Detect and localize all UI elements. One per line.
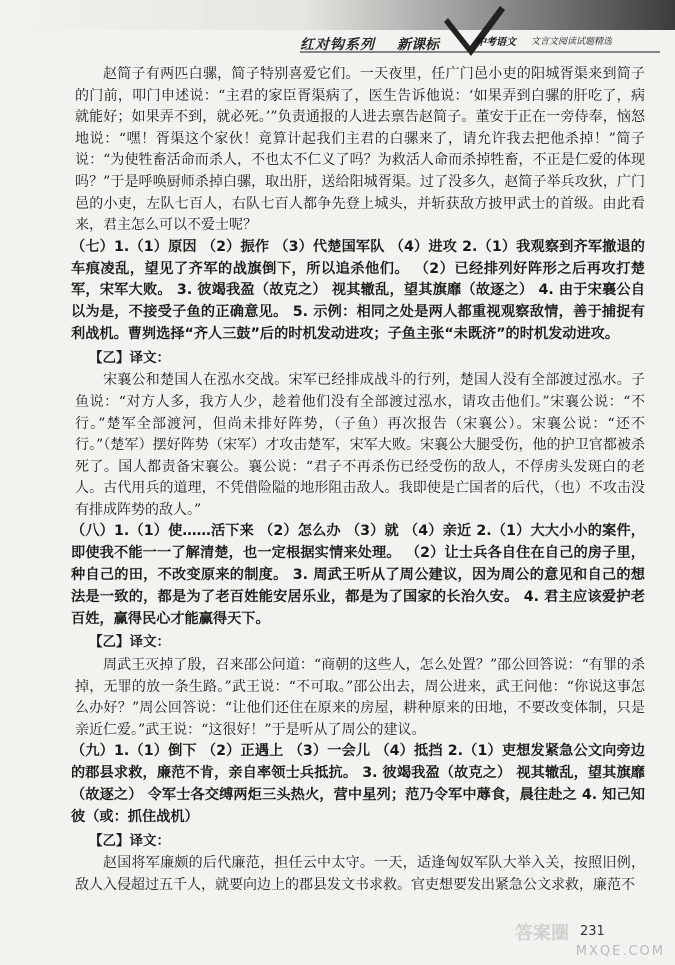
header-subtitle: 文言文阅读试题精选	[531, 37, 613, 47]
translation-paragraph: 宋襄公和楚国人在泓水交战。宋军已经排成战斗的行列，楚国人没有全部渡过泓水。子鱼说：“对方人多，我方人少，趁着他们没有全部渡过泓水，请攻击他们。”宋襄公说：“不行。”楚军全部渡河，但尚未排好阵势，（子鱼）再次报告（宋襄公）。宋襄公说：“还不行。”（楚军）摆好阵势（宋军）才攻击楚军，宋军大败。宋襄公大腿受伤，他的护卫官都被杀死了。国人都责备宋襄公。襄公说：“君子不再杀伤已经受伤的敌人，不俘虏头发斑白的老人。古代用兵的道理，不凭借险隘的地形阻击敌人。我即使是亡国者的后代，（也）不攻击没有排成阵势的敌人。”	[75, 372, 645, 518]
translation-paragraph: 赵简子有两匹白骡，简子特别喜爱它们。一天夜里，任广门邑小吏的阳城胥渠来到简子的门前，叩门申述说：“主君的家臣胥渠病了，医生告诉他说：‘如果弄到白骡的肝吃了，病就能好；如果弄不到，就必死。’”负责通报的人进去禀告赵简子。董安于正在一旁侍奉，恼怒地说：“嘿！胥渠这个家伙！竟算计起我们主君的白骡来了，请允许我去把他杀掉！”简子说：“为使牲畜活命而杀人，不也太不仁义了吗？为救活人命而杀掉牲畜，不正是仁爱的体现吗？”于是呼唤厨师杀掉白骡，取出肝，送给阳城胥渠。过了没多久，赵简子举兵攻狄，广门邑的小吏，左队七百人，右队七百人都争先登上城头，并斩获敌方披甲武士的首级。由此看来，君主怎么可以不爱士呢？	[75, 66, 645, 234]
section-label: 【乙】译文：	[89, 634, 170, 651]
watermark-logo	[510, 921, 660, 943]
section-label: 【乙】译文：	[89, 832, 170, 849]
answer-block-9: （九）1.（1）倒下 （2）正遇上 （3）一会儿 （4）抵挡 2.（1）吏想发紧急公文向旁边的郡县求救，廉范不肯，亲自率领士兵抵抗。 3. 彼竭我盈（故克之） 视其辙乱，望其旗靡（故逐之） 令军士各交缚两炬三头热火，营中星列；范乃令军中蓐食，晨往赴之 4. 知己知彼（或：抓住战机）	[71, 743, 645, 825]
translation-paragraph: 周武王灭掉了殷，召来邵公问道：“商朝的这些人，怎么处置？”邵公回答说：“有罪的杀掉，无罪的放一条生路。”武王说：“不可取。”邵公出去，周公进来，武王问他：“你说这事怎么办好？”周公回答说：“让他们还住在原来的房屋，耕种原来的田地，不要改变体制，只是亲近仁爱。”武王说：“这很好！”于是听从了周公的建议。	[75, 657, 645, 738]
answer-block-7: （七）1.（1）原因 （2）振作 （3）代楚国军队 （4）进攻 2.（1）我观察到齐军撤退的车痕凌乱，望见了齐军的战旗倒下，所以追杀他们。 （2）已经排列好阵形之后再攻打楚军，宋军大败。 3. 彼竭我盈（故克之） 视其辙乱，望其旗靡（故逐之） 4. 由于宋襄公自以为是，不接受子鱼的正确意见。 5. 示例：相同之处是两人都重视观察敌情，善于捕捉有利战机。曹刿选择“齐人三鼓”后的时机发动进攻；子鱼主张“未既济”的时机发动进攻。	[71, 238, 645, 342]
header-subject: 中考语文	[476, 37, 516, 48]
page-number: 231	[580, 924, 605, 939]
svg-text:答案圈: 答案圈	[515, 923, 569, 943]
watermark-text: MXQE.COM	[575, 944, 665, 959]
answer-content	[71, 64, 645, 896]
page-header	[0, 0, 675, 62]
header-series-title: 红对钩系列	[300, 37, 375, 53]
header-edition: 新课标	[397, 37, 439, 53]
answer-block-8: （八）1.（1）使……活下来 （2）怎么办 （3）就 （4）亲近 2.（1）大大小小的案件，即使我不能一一了解清楚，也一定根据实情来处理。 （2）让士兵各自住在自己的房子里，种自己的田，不改变原来的制度。 3. 周武王听从了周公建议，因为周公的意见和自己的想法是一致的，都是为了老百姓能安居乐业，都是为了国家的长治久安。 4. 君主应该爱护老百姓，赢得民心才能赢得天下。	[71, 523, 645, 627]
section-label: 【乙】译文：	[89, 349, 170, 366]
translation-paragraph: 赵国将军廉颇的后代廉范，担任云中太守。一天，适逢匈奴军队大举入关，按照旧例，敌人入侵超过五千人，就要向边上的郡县发文书求救。官吏想要发出紧急公文求救，廉范不	[75, 855, 645, 893]
